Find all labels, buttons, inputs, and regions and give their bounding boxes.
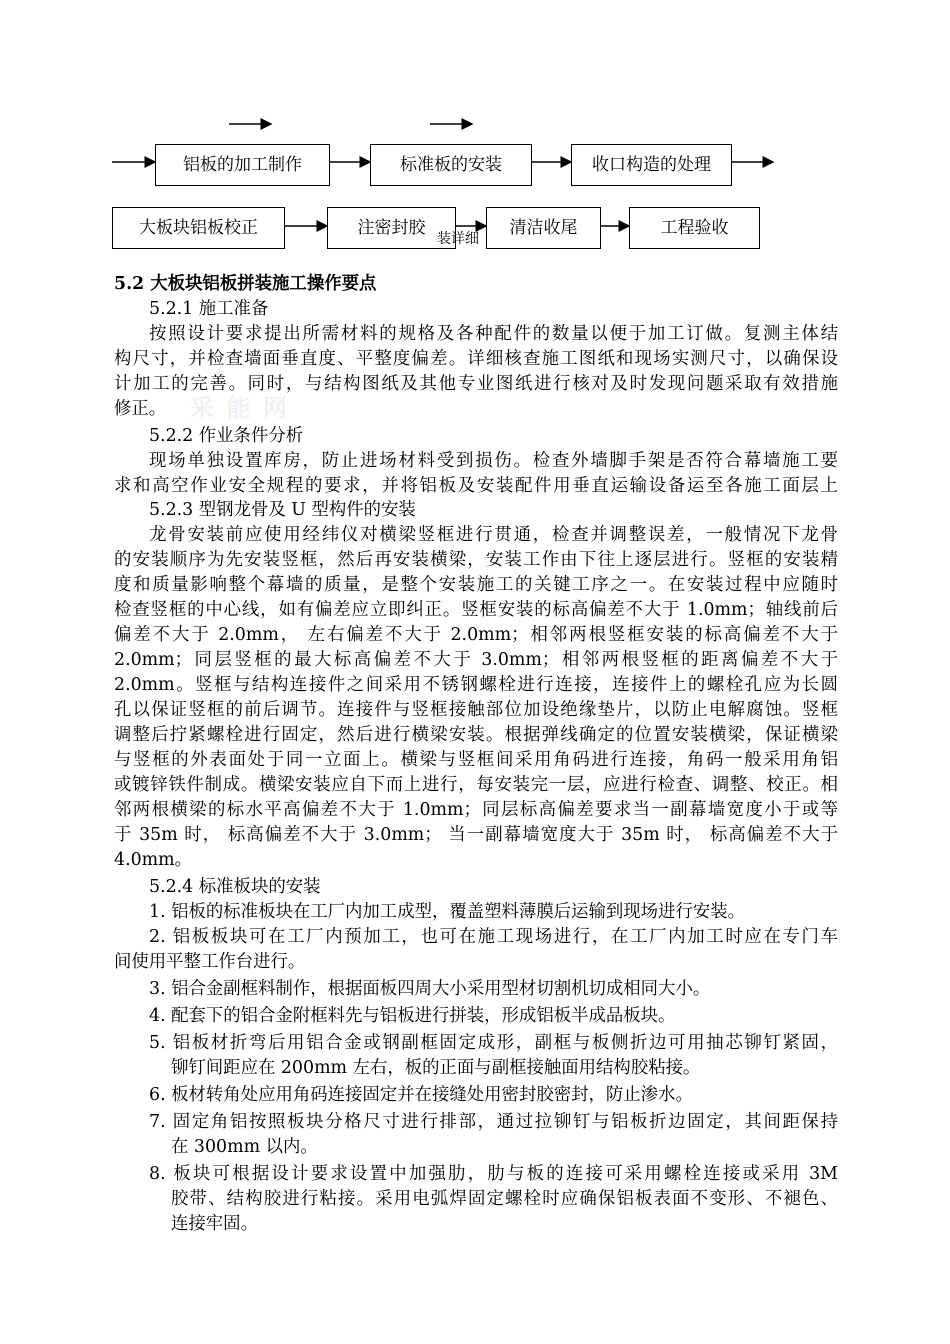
subsection-title-523: 5.2.3 型钢龙骨及 U 型构件的安装 [149, 500, 416, 520]
paragraph-line: 邻两根横梁的标水平高偏差不大于 1.0mm；同层标高偏差要求当一副幕墙宽度小于或等 [114, 800, 838, 820]
paragraph-line: 偏差不大于 2.0mm， 左右偏差不大于 2.0mm；相邻两根竖框安装的标高偏差不大于 [114, 625, 838, 645]
list-item-continuation: 胶带、结构胶进行粘接。采用电弧焊固定螺栓时应确保铝板表面不变形、不褪色、 [171, 1189, 838, 1209]
list-item: 8. 板块可根据设计要求设置中加强肋，肋与板的连接可采用螺栓连接或采用 3M [149, 1164, 838, 1184]
list-item-continuation: 连接牢固。 [171, 1214, 258, 1234]
paragraph-line: 调整后拧紧螺栓进行固定，然后进行横梁安装。根据弹线确定的位置安装横梁，保证横梁 [114, 725, 838, 745]
flow-box-large-panel-correction: 大板块铝板校正 [112, 207, 285, 249]
list-item: 4. 配套下的铝合金附框料先与铝板进行拼装，形成铝板半成品板块。 [149, 1006, 676, 1026]
list-item-continuation: 在 300mm 以内。 [171, 1137, 318, 1157]
paragraph-line: 的安装顺序为先安装竖框，然后再安装横梁，安装工作由下往上逐层进行。竖框的安装精 [114, 550, 838, 570]
list-item-continuation: 间使用平整工作台进行。 [114, 952, 306, 972]
subsection-title-522: 5.2.2 作业条件分析 [149, 426, 304, 446]
paragraph-line: 修正。 [114, 399, 167, 419]
subsection-title-521: 5.2.1 施工准备 [149, 299, 269, 319]
flow-box-sealant: 注密封胶 [327, 207, 456, 249]
paragraph-line: 与竖框的外表面处于同一立面上。横梁与竖框间采用角码进行连接，角码一般采用角铝 [114, 750, 838, 770]
flow-box-fabrication: 铝板的加工制作 [155, 144, 330, 186]
paragraph-line: 度和质量影响整个幕墙的质量，是整个安装施工的关键工序之一。在安装过程中应随时 [114, 575, 838, 595]
list-item: 3. 铝合金副框料制作，根据面板四周大小采用型材切割机切成相同大小。 [149, 979, 711, 999]
list-item: 6. 板材转角处应用角码连接固定并在接缝处用密封胶密封，防止渗水。 [149, 1085, 693, 1105]
list-item-continuation: 铆钉间距应在 200mm 左右，板的正面与副框接触面用结构胶粘接。 [171, 1058, 701, 1078]
list-item: 1. 铝板的标准板块在工厂内加工成型，覆盖塑料薄膜后运输到现场进行安装。 [149, 902, 746, 922]
paragraph-line: 按照设计要求提出所需材料的规格及各种配件的数量以便于加工订做。复测主体结 [149, 324, 838, 344]
paragraph-line: 龙骨安装前应使用经纬仪对横梁竖框进行贯通，检查并调整误差，一般情况下龙骨 [149, 525, 838, 545]
paragraph-line: 求和高空作业安全规程的要求，并将铝板及安装配件用垂直运输设备运至各施工面层上 [114, 476, 838, 496]
paragraph-line: 或镀锌铁件制成。横梁安装应自下而上进行，每安装完一层，应进行检查、调整、校正。相 [114, 775, 838, 795]
paragraph-line: 4.0mm。 [114, 850, 193, 870]
list-item: 7. 固定角铝按照板块分格尺寸进行排部，通过拉铆钉与铝板折边固定，其间距保持 [149, 1112, 838, 1132]
paragraph-line: 2.0mm。竖框与结构连接件之间采用不锈钢螺栓进行连接，连接件上的螺栓孔应为长圆 [114, 675, 838, 695]
list-item: 2. 铝板板块可在工厂内预加工，也可在施工现场进行，在工厂内加工时应在专门车 [149, 927, 838, 947]
flow-box-acceptance: 工程验收 [629, 207, 760, 249]
watermark: 采 能 网 [190, 393, 289, 422]
subsection-title-524: 5.2.4 标准板块的安装 [149, 877, 321, 897]
paragraph-line: 2.0mm；同层竖框的最大标高偏差不大于 3.0mm；相邻两根竖框的距离偏差不大于 [114, 650, 838, 670]
paragraph-line: 孔以保证竖框的前后调节。连接件与竖框接触部位加设绝缘垫片，以防止电解腐蚀。竖框 [114, 700, 838, 720]
flow-box-standard-panel: 标准板的安装 [370, 144, 532, 186]
paragraph-line: 构尺寸，并检查墙面垂直度、平整度偏差。详细核查施工图纸和现场实测尺寸，以确保设 [114, 349, 838, 369]
section-title: 5.2 大板块铝板拼装施工操作要点 [114, 274, 377, 294]
paragraph-line: 于 35m 时， 标高偏差不大于 3.0mm； 当一副幕墙宽度大于 35m 时， 标高偏差不大于 [114, 825, 838, 845]
paragraph-line: 现场单独设置库房，防止进场材料受到损伤。检查外墙脚手架是否符合幕墙施工要 [149, 451, 838, 471]
flowchart [0, 0, 950, 260]
flow-box-closure: 收口构造的处理 [571, 144, 732, 186]
paragraph-line: 检查竖框的中心线，如有偏差应立即纠正。竖框安装的标高偏差不大于 1.0mm；轴线前后 [114, 600, 838, 620]
paragraph-line: 计加工的完善。同时，与结构图纸及其他专业图纸进行核对及时发现问题采取有效措施 [114, 374, 838, 394]
list-item: 5. 铝板材折弯后用铝合金或钢副框固定成形，副框与板侧折边可用抽芯铆钉紧固， [149, 1033, 838, 1053]
flow-box-cleanup: 清洁收尾 [486, 207, 601, 249]
flow-overlap-text: 装详细 [437, 231, 479, 247]
